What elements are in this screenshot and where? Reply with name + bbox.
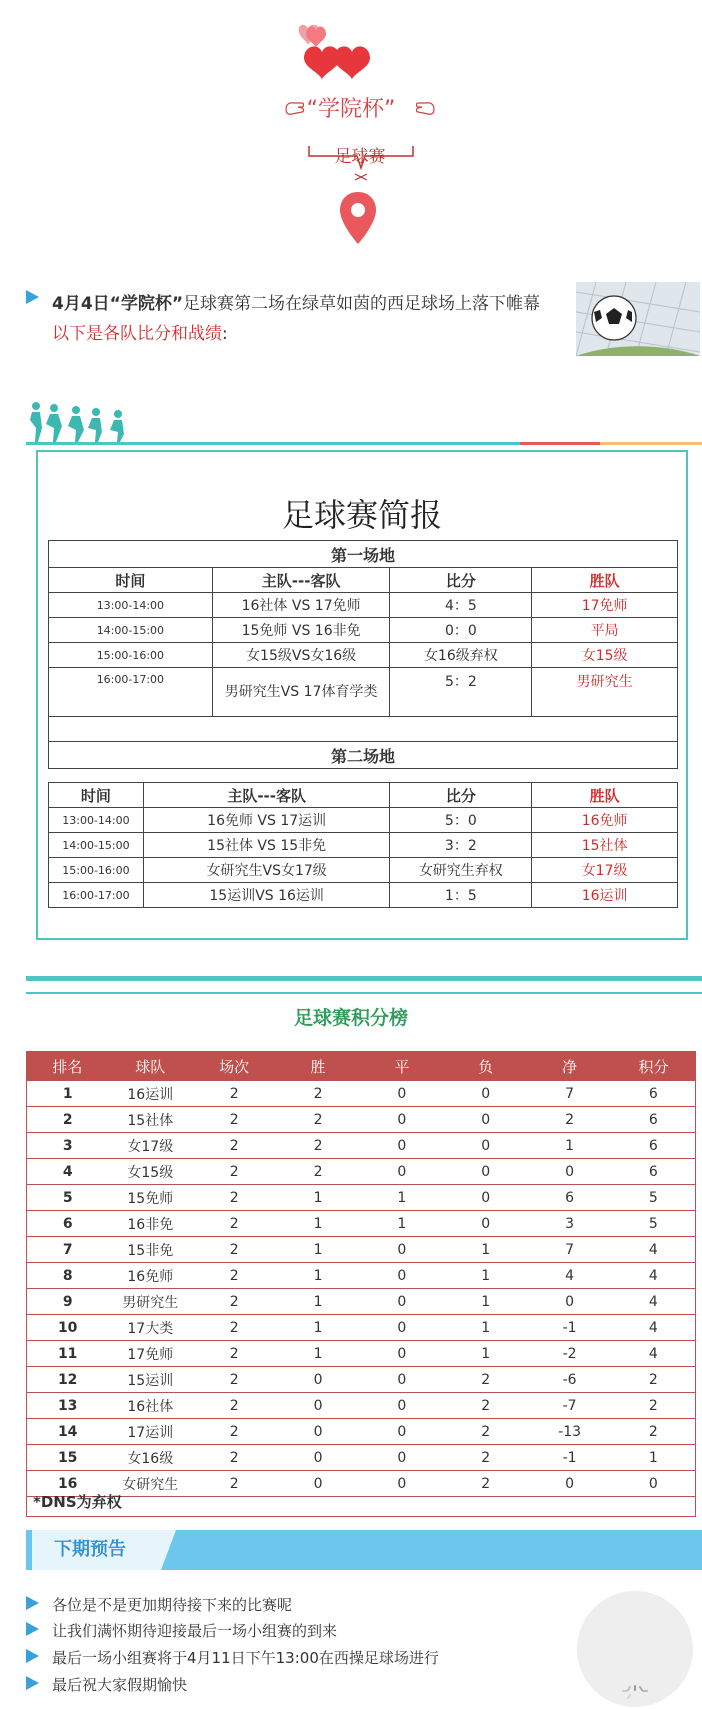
match-time: 14:00-15:00: [49, 833, 144, 858]
standings-cell: 0: [360, 1471, 444, 1497]
preview-item: 各位是不是更加期待接下来的比赛呢: [52, 1596, 293, 1614]
standings-row: [27, 1237, 696, 1263]
standings-cell: 5: [612, 1211, 696, 1237]
standings-team: 17运训: [108, 1419, 192, 1445]
standings-cell: 1: [444, 1263, 528, 1289]
standings-row: [27, 1263, 696, 1289]
standings-cell: 2: [444, 1393, 528, 1419]
standings-rank: 4: [27, 1159, 109, 1185]
match-time: 14:00-15:00: [49, 618, 213, 643]
standings-row: [27, 1341, 696, 1367]
standings-cell: 2: [192, 1263, 276, 1289]
report-title: 足球赛简报: [281, 496, 442, 534]
match-winner: 女17级: [532, 858, 678, 883]
standings-cell: -7: [528, 1393, 612, 1419]
standings-cell: 0: [276, 1393, 360, 1419]
standings-rank: 9: [27, 1289, 109, 1315]
standings-cell: 1: [444, 1341, 528, 1367]
standings-header: 场次: [192, 1052, 276, 1081]
standings-rank: 8: [27, 1263, 109, 1289]
standings-cell: 0: [360, 1367, 444, 1393]
match-winner: 15社体: [532, 833, 678, 858]
standings-cell: 0: [444, 1211, 528, 1237]
standings-cell: 0: [360, 1315, 444, 1341]
standings-cell: 4: [612, 1341, 696, 1367]
standings-row: [27, 1367, 696, 1393]
standings-team: 16社体: [108, 1393, 192, 1419]
standings-team: 16非免: [108, 1211, 192, 1237]
location-pin-icon: [338, 190, 378, 246]
divider-accent: [520, 442, 600, 445]
report-table: [48, 540, 678, 769]
match-score: 1：5: [390, 883, 532, 908]
standings-rank: 6: [27, 1211, 109, 1237]
venue2-header-score: 比分: [390, 783, 532, 808]
match-winner: 16免师: [532, 808, 678, 833]
page-title: “学院杯”: [306, 97, 396, 122]
match-row: [49, 858, 678, 883]
match-teams: 15运训VS 16运训: [143, 883, 390, 908]
standings-cell: 0: [360, 1419, 444, 1445]
standings-title: 足球赛积分榜: [293, 1007, 408, 1029]
standings-cell: 2: [444, 1367, 528, 1393]
bullet-triangle-icon: [26, 1622, 39, 1636]
standings-cell: 2: [276, 1133, 360, 1159]
bullet-triangle-icon: [26, 290, 39, 304]
standings-cell: 1: [444, 1237, 528, 1263]
match-winner: 女15级: [532, 643, 678, 668]
match-score: 3：2: [390, 833, 532, 858]
standings-cell: 0: [360, 1133, 444, 1159]
standings-cell: 4: [612, 1237, 696, 1263]
standings-row: [27, 1289, 696, 1315]
standings-header: 胜: [276, 1052, 360, 1081]
match-row: [49, 668, 678, 717]
standings-team: 女16级: [108, 1445, 192, 1471]
standings-cell: 4: [528, 1263, 612, 1289]
standings-header: 净: [528, 1052, 612, 1081]
match-score: 5：2: [390, 668, 532, 717]
standings-cell: 2: [192, 1159, 276, 1185]
match-winner: 男研究生: [532, 668, 678, 717]
match-score: 4：5: [390, 593, 532, 618]
hearts-icon: [296, 12, 406, 92]
standings-cell: 1: [360, 1185, 444, 1211]
spacer-row: [49, 717, 678, 742]
venue1-name: 第一场地: [49, 541, 678, 568]
standings-cell: -6: [528, 1367, 612, 1393]
standings-header: 积分: [612, 1052, 696, 1081]
match-row: [49, 808, 678, 833]
standings-rank: 10: [27, 1315, 109, 1341]
venue1-row: [49, 541, 678, 568]
match-time: 13:00-14:00: [49, 593, 213, 618]
standings-cell: 3: [528, 1211, 612, 1237]
bullet-triangle-icon: [26, 1676, 39, 1690]
standings-header-row: [27, 1052, 696, 1081]
standings-header: 负: [444, 1052, 528, 1081]
standings-cell: 1: [360, 1211, 444, 1237]
standings-table: [26, 1051, 696, 1497]
standings-cell: 2: [192, 1393, 276, 1419]
report-box: [36, 450, 688, 940]
standings-cell: 2: [192, 1367, 276, 1393]
standings-cell: 0: [528, 1159, 612, 1185]
standings-rank: 5: [27, 1185, 109, 1211]
standings-cell: 0: [276, 1367, 360, 1393]
soccer-ball-goal-icon: [576, 282, 700, 356]
standings-rank: 2: [27, 1107, 109, 1133]
report-table-2: [48, 782, 678, 908]
standings-cell: 2: [192, 1237, 276, 1263]
standings-rank: 13: [27, 1393, 109, 1419]
match-teams: 男研究生VS 17体育学类: [212, 668, 390, 717]
standings-cell: 2: [276, 1159, 360, 1185]
standings-rank: 12: [27, 1367, 109, 1393]
standings-cell: 2: [192, 1185, 276, 1211]
standings-header: 排名: [27, 1052, 109, 1081]
standings-cell: 0: [444, 1081, 528, 1107]
standings-cell: 0: [360, 1237, 444, 1263]
standings-cell: -1: [528, 1315, 612, 1341]
standings-cell: 7: [528, 1237, 612, 1263]
standings-team: 15运训: [108, 1367, 192, 1393]
match-teams: 女15级VS女16级: [212, 643, 390, 668]
standings-cell: 2: [192, 1211, 276, 1237]
standings-cell: 1: [276, 1341, 360, 1367]
standings-cell: 2: [528, 1107, 612, 1133]
standings-cell: 0: [528, 1471, 612, 1497]
standings-rank: 14: [27, 1419, 109, 1445]
standings-cell: 2: [276, 1107, 360, 1133]
standings-cell: 0: [444, 1107, 528, 1133]
standings-team: 17大类: [108, 1315, 192, 1341]
standings-team: 15免师: [108, 1185, 192, 1211]
match-score: 5：0: [390, 808, 532, 833]
standings-note: *DNS为弃权: [26, 1489, 696, 1517]
standings-row: [27, 1107, 696, 1133]
match-time: 16:00-17:00: [49, 668, 213, 717]
standings-cell: 0: [360, 1341, 444, 1367]
standings-header: 平: [360, 1052, 444, 1081]
standings-row: [27, 1185, 696, 1211]
preview-item: 最后一场小组赛将于4月11日下午13:00在西操足球场进行: [52, 1649, 439, 1667]
standings-cell: 0: [276, 1445, 360, 1471]
standings-cell: 4: [612, 1263, 696, 1289]
venue2-name: 第二场地: [49, 742, 678, 769]
standings-row: [27, 1315, 696, 1341]
standings-cell: 4: [612, 1315, 696, 1341]
standings-team: 16运训: [108, 1081, 192, 1107]
standings-team: 15非免: [108, 1237, 192, 1263]
standings-cell: 6: [528, 1185, 612, 1211]
standings-cell: 2: [192, 1081, 276, 1107]
standings-cell: 4: [612, 1289, 696, 1315]
intro-bold: 4月4日“学院杯”: [52, 294, 184, 314]
match-score: 女16级弃权: [390, 643, 532, 668]
standings-cell: 6: [612, 1081, 696, 1107]
standings-rank: 7: [27, 1237, 109, 1263]
standings-cell: 2: [444, 1419, 528, 1445]
standings-cell: 0: [360, 1289, 444, 1315]
standings-cell: 6: [612, 1159, 696, 1185]
match-score: 0：0: [390, 618, 532, 643]
intro-rest: 足球赛第二场在绿草如茵的西足球场上落下帷幕: [183, 294, 541, 314]
standings-cell: 6: [612, 1133, 696, 1159]
standings-cell: 2: [612, 1393, 696, 1419]
venue1-header-row: [49, 568, 678, 593]
page-subtitle: 足球赛: [334, 147, 386, 167]
standings-rank: 3: [27, 1133, 109, 1159]
match-teams: 15免师 VS 16非免: [212, 618, 390, 643]
standings-body: [27, 1081, 696, 1497]
match-winner: 平局: [532, 618, 678, 643]
standings-rank: 15: [27, 1445, 109, 1471]
standings-row: [27, 1445, 696, 1471]
standings-team: 女研究生: [108, 1471, 192, 1497]
match-winner: 16运训: [532, 883, 678, 908]
standings-cell: -1: [528, 1445, 612, 1471]
standings-cell: 5: [612, 1185, 696, 1211]
standings-row: [27, 1081, 696, 1107]
preview-item: 最后祝大家假期愉快: [52, 1676, 188, 1694]
match-teams: 15社体 VS 15非免: [143, 833, 390, 858]
section-divider-thick: [26, 976, 702, 981]
preview-item: 让我们满怀期待迎接最后一场小组赛的到来: [52, 1622, 338, 1640]
standings-rank: 16: [27, 1471, 109, 1497]
venue1-header-score: 比分: [390, 568, 532, 593]
standings-cell: 0: [444, 1159, 528, 1185]
standings-cell: 1: [444, 1289, 528, 1315]
standings-cell: 0: [360, 1107, 444, 1133]
standings-cell: 0: [360, 1393, 444, 1419]
match-time: 16:00-17:00: [49, 883, 144, 908]
venue2-header-match: 主队---客队: [143, 783, 390, 808]
standings-cell: 2: [444, 1471, 528, 1497]
match-row: [49, 883, 678, 908]
standings-team: 16免师: [108, 1263, 192, 1289]
standings-row: [27, 1159, 696, 1185]
match-row: [49, 833, 678, 858]
standings-cell: 1: [528, 1133, 612, 1159]
standings-row: [27, 1419, 696, 1445]
standings-cell: 0: [444, 1185, 528, 1211]
standings-rank: 1: [27, 1081, 109, 1107]
venue2-header-row: [49, 783, 678, 808]
bullet-triangle-icon: [26, 1649, 39, 1663]
standings-cell: 2: [612, 1367, 696, 1393]
standings-cell: 0: [360, 1445, 444, 1471]
standings-cell: 2: [192, 1289, 276, 1315]
venue1-header-match: 主队---客队: [212, 568, 390, 593]
intro-paragraph: [52, 289, 572, 349]
standings-row: [27, 1211, 696, 1237]
match-time: 13:00-14:00: [49, 808, 144, 833]
standings-cell: 2: [612, 1419, 696, 1445]
standings-cell: 0: [276, 1419, 360, 1445]
venue2-row: [49, 742, 678, 769]
standings-cell: 0: [276, 1471, 360, 1497]
standings-cell: 2: [192, 1133, 276, 1159]
section-divider-thin: [26, 992, 702, 994]
standings-rank: 11: [27, 1341, 109, 1367]
standings-cell: 2: [276, 1081, 360, 1107]
standings-cell: 1: [276, 1289, 360, 1315]
match-row: [49, 593, 678, 618]
match-row: [49, 618, 678, 643]
standings-cell: -2: [528, 1341, 612, 1367]
standings-cell: 2: [192, 1341, 276, 1367]
standings-cell: 1: [276, 1185, 360, 1211]
match-winner: 17免师: [532, 593, 678, 618]
standings-cell: 2: [192, 1107, 276, 1133]
intro-colon: :: [222, 324, 228, 344]
match-teams: 16社体 VS 17免师: [212, 593, 390, 618]
standings-cell: 1: [276, 1263, 360, 1289]
standings-cell: 0: [612, 1471, 696, 1497]
standings-cell: 7: [528, 1081, 612, 1107]
match-teams: 16免师 VS 17运训: [143, 808, 390, 833]
players-silhouette-icon: [26, 400, 136, 444]
match-score: 女研究生弃权: [390, 858, 532, 883]
match-time: 15:00-16:00: [49, 643, 213, 668]
standings-cell: 0: [360, 1159, 444, 1185]
standings-cell: 1: [612, 1445, 696, 1471]
preview-label: 下期预告: [54, 1539, 126, 1560]
standings-team: 女17级: [108, 1133, 192, 1159]
standings-cell: 0: [360, 1263, 444, 1289]
standings-cell: 1: [444, 1315, 528, 1341]
venue1-header-time: 时间: [49, 568, 213, 593]
standings-team: 男研究生: [108, 1289, 192, 1315]
loading-placeholder-icon: [576, 1590, 694, 1708]
standings-row: [27, 1393, 696, 1419]
standings-team: 17免师: [108, 1341, 192, 1367]
divider-accent-2: [600, 442, 702, 445]
standings-cell: 0: [528, 1289, 612, 1315]
standings-cell: 1: [276, 1237, 360, 1263]
standings-cell: 2: [192, 1315, 276, 1341]
standings-cell: 6: [612, 1107, 696, 1133]
standings-team: 15社体: [108, 1107, 192, 1133]
standings-team: 女15级: [108, 1159, 192, 1185]
match-row: [49, 643, 678, 668]
venue2-header-winner: 胜队: [532, 783, 678, 808]
intro-sub: 以下是各队比分和战绩: [52, 324, 222, 344]
venue2-header-time: 时间: [49, 783, 144, 808]
bullet-triangle-icon: [26, 1596, 39, 1610]
venue1-header-winner: 胜队: [532, 568, 678, 593]
standings-header: 球队: [108, 1052, 192, 1081]
standings-cell: -13: [528, 1419, 612, 1445]
standings-row: [27, 1133, 696, 1159]
match-time: 15:00-16:00: [49, 858, 144, 883]
standings-cell: 1: [276, 1315, 360, 1341]
standings-cell: 0: [360, 1081, 444, 1107]
standings-cell: 0: [444, 1133, 528, 1159]
standings-cell: 2: [192, 1471, 276, 1497]
standings-cell: 1: [276, 1211, 360, 1237]
standings-cell: 2: [192, 1445, 276, 1471]
standings-cell: 2: [444, 1445, 528, 1471]
match-teams: 女研究生VS女17级: [143, 858, 390, 883]
standings-cell: 2: [192, 1419, 276, 1445]
